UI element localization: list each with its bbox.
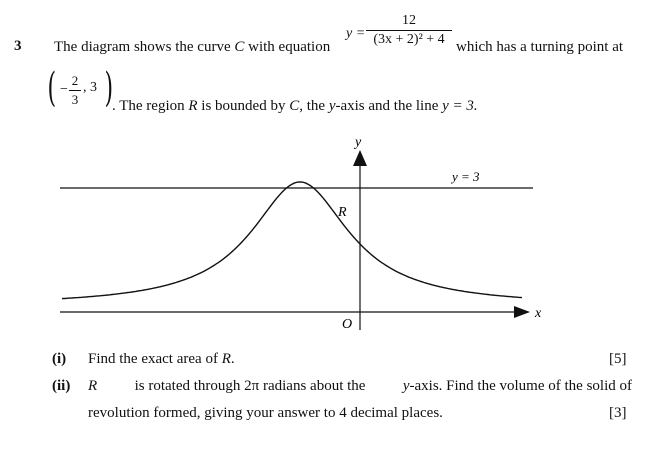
part-ii-region: R (88, 378, 98, 394)
part-ii-text-1: is rotated through 2π radians about the (134, 378, 366, 394)
intro-text-mid: with equation (248, 39, 331, 55)
region-y-italic: y (328, 98, 336, 114)
part-ii-line-1 (88, 378, 632, 395)
part-ii-y-italic: y (402, 378, 410, 394)
part-i-question: Find the exact area of (88, 351, 218, 367)
region-text-1: . The region (112, 98, 185, 114)
x-axis-arrowhead (514, 306, 530, 318)
turning-point-open-paren: ( (47, 65, 57, 111)
turning-point-y: , 3 (83, 80, 97, 95)
part-i-label: (i) (52, 351, 67, 367)
x-axis-label: x (535, 306, 542, 321)
region-name: R (188, 98, 198, 114)
y-axis-arrowhead (353, 150, 367, 166)
curve-name: C (234, 39, 245, 55)
origin-label: O (342, 317, 353, 332)
equation-denominator: (3x + 2)² + 4 (373, 32, 445, 47)
region-label: R (338, 205, 347, 220)
region-text-2: is bounded by (201, 98, 286, 114)
part-ii-text-2: -axis. Find the volume of the solid of (409, 378, 632, 394)
region-text-4: -axis and the line (335, 98, 439, 114)
equation-numerator: 12 (366, 13, 452, 31)
turning-point-close-paren: ) (104, 65, 114, 111)
part-i-text (88, 351, 235, 368)
intro-text-post: which has a turning point at (456, 39, 624, 55)
turning-point-x-num: 2 (69, 73, 81, 91)
question-number: 3 (14, 38, 22, 54)
turning-point-minus: − (60, 82, 68, 97)
y-axis-label: y (355, 135, 362, 150)
curve-c (62, 182, 522, 299)
equation-lhs: y = (346, 26, 366, 41)
intro-text-pre: The diagram shows the curve (54, 39, 231, 55)
part-i-region: R (221, 351, 231, 367)
part-i-marks: [5] (609, 351, 627, 367)
part-ii-label: (ii) (52, 378, 71, 394)
part-i-end: . (230, 351, 235, 367)
region-curve-name: C (289, 98, 300, 114)
turning-point-x-den: 3 (71, 92, 79, 107)
part-ii-marks: [3] (609, 405, 627, 421)
region-line-equation: y = 3. (442, 98, 478, 114)
part-ii-line-2: revolution formed, giving your answer to 4 decimal places. (88, 405, 443, 421)
region-text-3: , the (299, 98, 326, 114)
line-label: y = 3 (452, 169, 480, 184)
